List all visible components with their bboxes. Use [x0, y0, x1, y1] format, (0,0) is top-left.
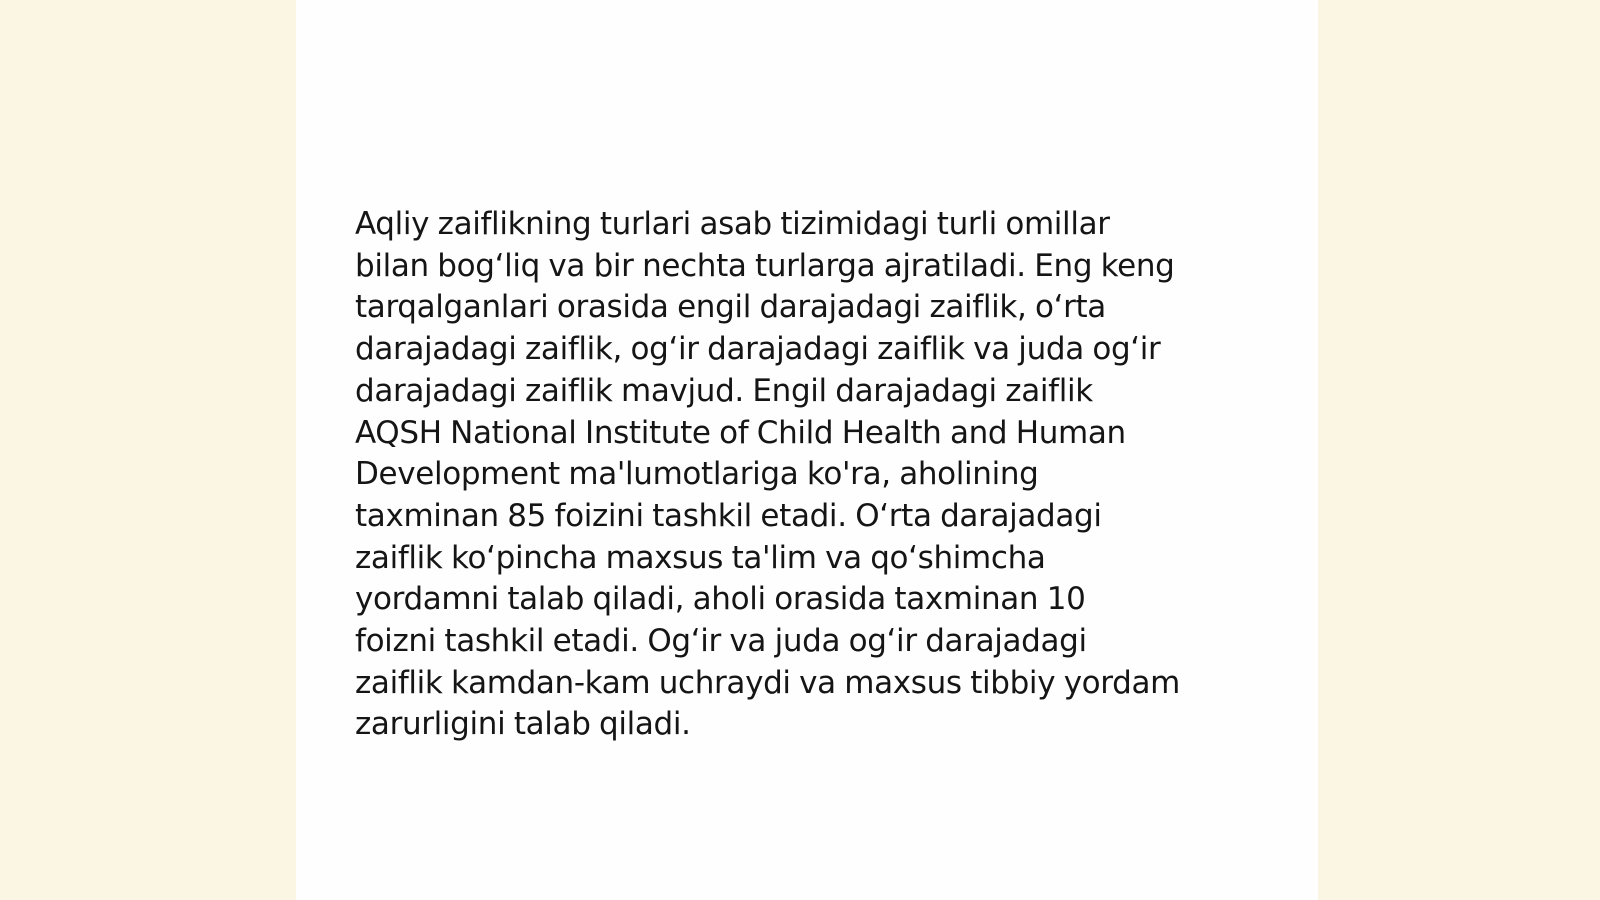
document-page: [296, 0, 1318, 900]
right-margin-panel: [1318, 0, 1600, 900]
body-paragraph: Aqliy zaiflikning turlari asab tizimidagi turli omillar bilan bog‘liq va bir nechta turlarga ajratiladi. Eng keng tarqalganlari orasida engil darajadagi zaiflik, o‘rta darajadagi zaiflik, og‘ir darajadagi zaiflik va juda og‘ir darajadagi zaiflik mavjud. Engil darajadagi zaiflik AQSH National Institute of Child Health and Human Development ma'lumotlariga ko'ra, aholining taxminan 85 foizini tashkil etadi. O‘rta darajadagi zaiflik ko‘pincha maxsus ta'lim va qo‘shimcha yordamni talab qiladi, aholi orasida taxminan 10 foizni tashkil etadi. Og‘ir va juda og‘ir darajadagi zaiflik kamdan-kam uchraydi va maxsus tibbiy yordam zarurligini talab qiladi.: [355, 206, 1180, 743]
left-margin-panel: [0, 0, 296, 900]
